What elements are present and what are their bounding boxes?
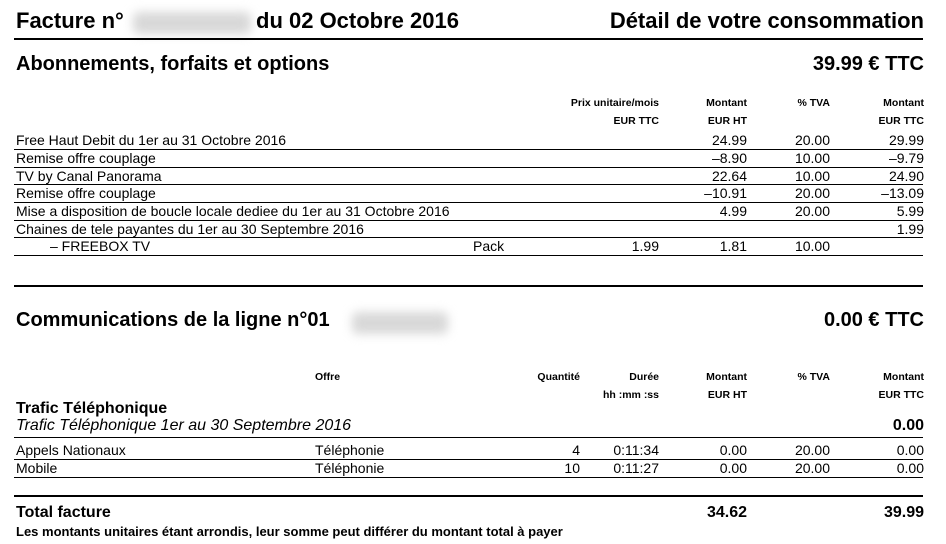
row-quantity: 10 xyxy=(564,460,580,476)
row-offer: Téléphonie xyxy=(315,460,385,476)
row-amount-ttc: 29.99 xyxy=(888,132,924,148)
row-divider xyxy=(14,255,923,256)
row-amount-ttc: 5.99 xyxy=(896,203,924,219)
total-rule xyxy=(14,495,923,497)
row-offer: Téléphonie xyxy=(315,442,385,458)
row-label: Free Haut Debit du 1er au 31 Octobre 2016 xyxy=(16,132,287,148)
row-amount-ttc: 0.00 xyxy=(896,460,924,476)
section-rule xyxy=(14,285,923,287)
row-vat: 20.00 xyxy=(794,460,830,476)
detail-title: Détail de votre consommation xyxy=(609,8,924,33)
row-vat: 10.00 xyxy=(794,168,830,184)
header-amount-ht-unit: EUR HT xyxy=(707,115,747,127)
header-amount-ht: Montant xyxy=(706,97,747,109)
group-title: Trafic Téléphonique xyxy=(16,400,168,417)
redacted-line-number xyxy=(352,312,448,334)
row-amount-ht: 24.99 xyxy=(711,132,747,148)
row-amount-ttc: 24.90 xyxy=(888,168,924,184)
invoice-title-prefix: Facture n° xyxy=(16,8,124,33)
row-quantity: 4 xyxy=(572,442,580,458)
header-vat: % TVA xyxy=(797,97,830,109)
row-amount-ht: 1.81 xyxy=(719,238,747,254)
row-amount-ht: 0.00 xyxy=(719,442,747,458)
row-label: Remise offre couplage xyxy=(16,150,156,166)
redacted-invoice-number xyxy=(133,12,251,34)
header-duration-format: hh :mm :ss xyxy=(602,389,659,401)
section2-total: 0.00 € TTC xyxy=(823,309,924,331)
group-subtitle: Trafic Téléphonique 1er au 30 Septembre 2016 xyxy=(16,417,352,434)
row-label: Chaines de tele payantes du 1er au 30 Septembre 2016 xyxy=(16,221,364,237)
row-label: – FREEBOX TV xyxy=(50,238,151,254)
row-amount-ht: –10.91 xyxy=(704,185,747,201)
row-duration: 0:11:34 xyxy=(613,442,659,458)
row-vat: 20.00 xyxy=(794,203,830,219)
header-amount-ttc: Montant xyxy=(883,371,924,383)
row-divider xyxy=(14,477,923,478)
row-label: Mobile xyxy=(16,460,58,476)
invoice-title-date: du 02 Octobre 2016 xyxy=(256,8,459,33)
row-pack: Pack xyxy=(473,238,505,254)
row-unit-price: 1.99 xyxy=(631,238,659,254)
total-invoice-ttc: 39.99 xyxy=(883,504,924,521)
header-unit-price: Prix unitaire/mois xyxy=(570,97,659,109)
header-amount-ht-unit: EUR HT xyxy=(707,389,747,401)
row-amount-ttc: 1.99 xyxy=(896,221,924,237)
header-offer: Offre xyxy=(315,371,341,383)
row-amount-ht: 4.99 xyxy=(719,203,747,219)
group-total: 0.00 xyxy=(892,417,924,434)
header-amount-ttc: Montant xyxy=(883,97,924,109)
header-vat: % TVA xyxy=(797,371,830,383)
row-label: Remise offre couplage xyxy=(16,185,156,201)
row-amount-ttc: 0.00 xyxy=(896,442,924,458)
row-label: TV by Canal Panorama xyxy=(16,168,162,184)
row-vat: 20.00 xyxy=(794,442,830,458)
header-rule xyxy=(14,38,923,40)
row-vat: 10.00 xyxy=(794,150,830,166)
header-amount-ttc-unit: EUR TTC xyxy=(878,389,924,401)
row-amount-ttc: –9.79 xyxy=(888,150,924,166)
row-amount-ttc: –13.09 xyxy=(881,185,924,201)
row-divider xyxy=(14,437,923,438)
row-label: Mise a disposition de boucle locale dediee du 1er au 31 Octobre 2016 xyxy=(16,203,450,219)
row-amount-ht: 0.00 xyxy=(719,460,747,476)
row-amount-ht: 22.64 xyxy=(711,168,747,184)
row-amount-ht: –8.90 xyxy=(711,150,747,166)
row-label: Appels Nationaux xyxy=(16,442,126,458)
header-amount-ttc-unit: EUR TTC xyxy=(878,115,924,127)
header-unit-price-unit: EUR TTC xyxy=(613,115,659,127)
header-quantity: Quantité xyxy=(537,371,580,383)
total-invoice-ht: 34.62 xyxy=(706,504,747,521)
row-vat: 10.00 xyxy=(794,238,830,254)
row-vat: 20.00 xyxy=(794,185,830,201)
rounding-note: Les montants unitaires étant arrondis, leur somme peut différer du montant total à payer xyxy=(16,524,563,539)
section2-title: Communications de la ligne n°01 xyxy=(16,309,330,331)
header-amount-ht: Montant xyxy=(706,371,747,383)
header-duration: Durée xyxy=(629,371,659,383)
row-vat: 20.00 xyxy=(794,132,830,148)
row-divider xyxy=(14,237,923,238)
section1-title: Abonnements, forfaits et options xyxy=(16,53,330,75)
row-duration: 0:11:27 xyxy=(613,460,659,476)
total-invoice-label: Total facture xyxy=(16,504,111,521)
section1-total: 39.99 € TTC xyxy=(812,53,924,75)
row-divider xyxy=(14,459,923,460)
